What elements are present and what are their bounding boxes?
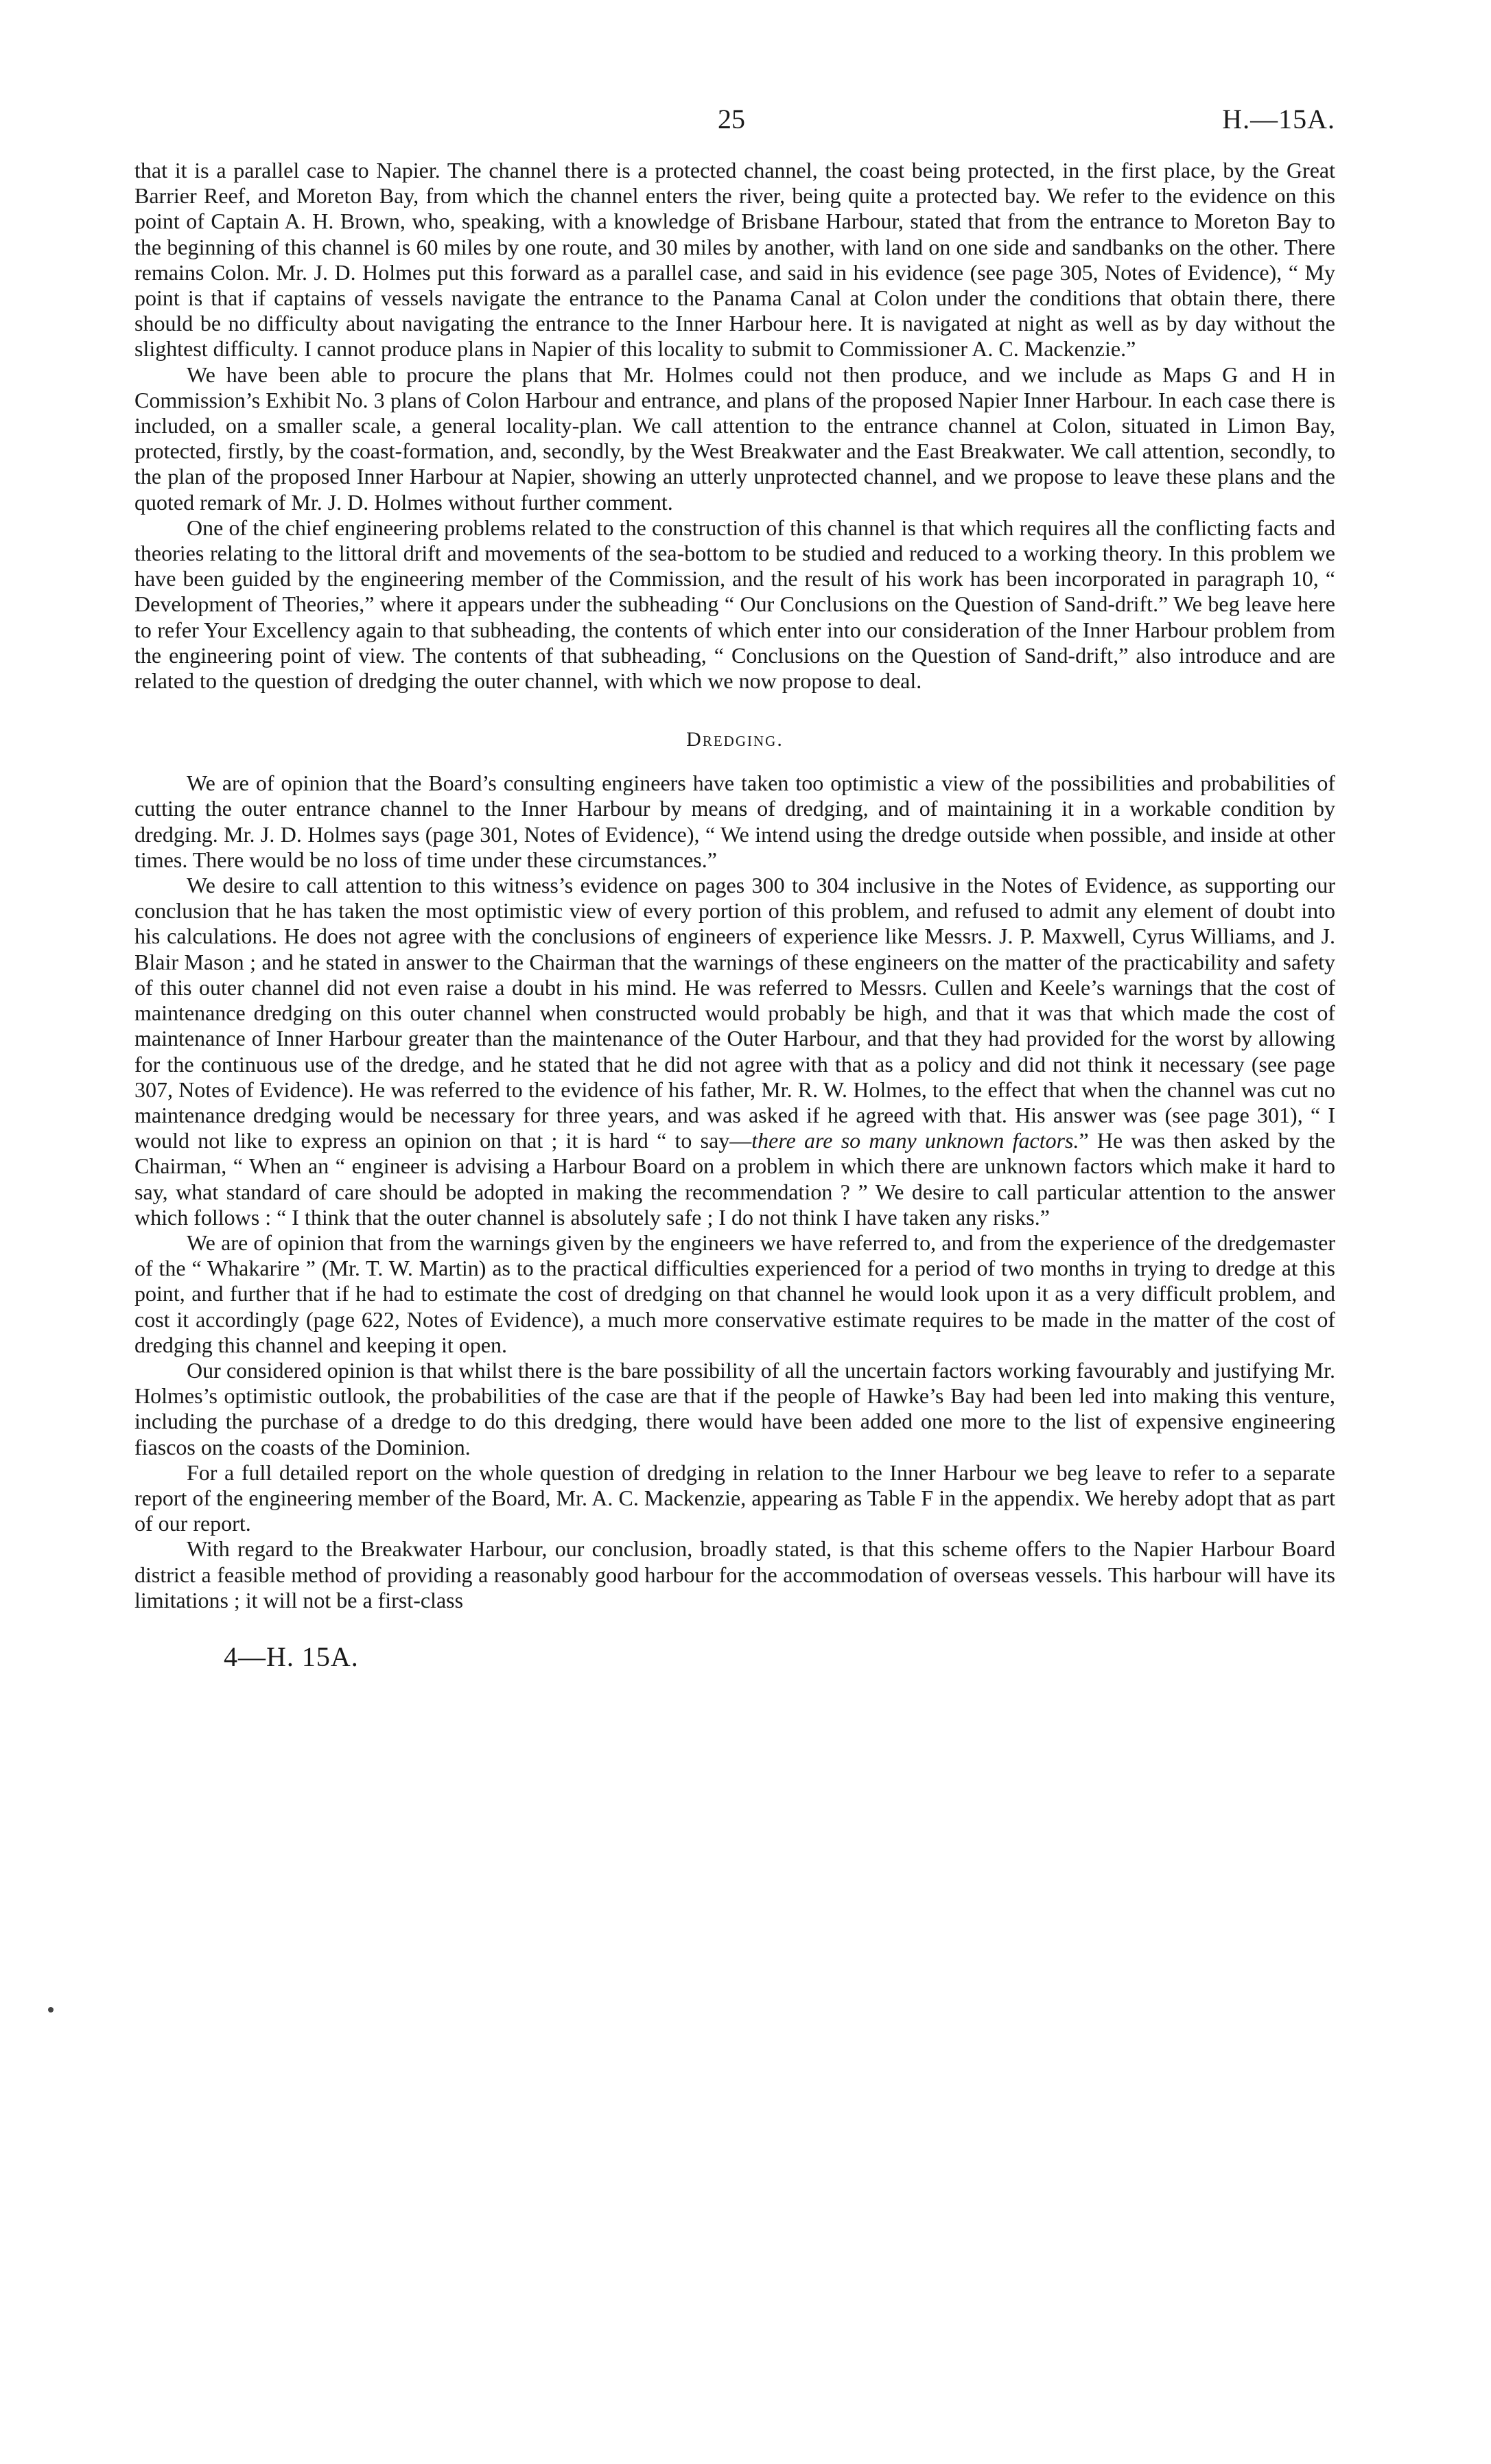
- paragraph-breakwater-harbour: With regard to the Breakwater Harbour, our conclusion, broadly stated, is that this scheme offers to the Napier Harbour Board district a feasible method of providing a reasonably good harbour for the accommodation of overseas vessels. This harbour will have its limitations ; it will not be a first-class: [134, 1536, 1335, 1612]
- paragraph-colon-plans: We have been able to procure the plans that Mr. Holmes could not then produce, and we include as Maps G and H in Commission’s Exhibit No. 3 plans of Colon Harbour and entrance, and plans of the proposed Napier Inner Harbour. In each case there is included, on a smaller scale, a general locality-plan. We call attention to the entrance channel at Colon, situated in Limon Bay, protected, firstly, by the coast-formation, and, secondly, by the West Breakwater and the East Breakwater. We call attention, secondly, to the plan of the proposed Inner Harbour at Napier, showing an utterly unprotected channel, and we propose to leave these plans and the quoted remark of Mr. J. D. Holmes without further comment.: [134, 362, 1335, 515]
- evidence-text-start: We desire to call attention to this witness’s evidence on pages 300 to 304 inclusive in the Notes of Evidence, as supporting our conclusion that he has taken the most optimistic view of every portion of this problem, and refused to admit any element of doubt into his calculations. He does not agree with the conclusions of engineers of experience like Messrs. J. P. Maxwell, Cyrus Williams, and J. Blair Mason ; and he stated in answer to the Chairman that the warnings of these engineers on the matter of the practicability and safety of this outer channel did not even raise a doubt in his mind. He was referred to Messrs. Cullen and Keele’s warnings that the cost of maintenance dredging on this outer channel when constructed would probably be high, and that it was that which made the cost of maintenance of Inner Harbour greater than the maintenance of the Outer Harbour, and that they had provided for the worst by allowing for the continuous use of the dredge, and he stated that he did not agree with that as a policy and did not think it necessary (see page 307, Notes of Evidence). He was referred to the evidence of his father, Mr. R. W. Holmes, to the effect that when the channel was cut no maintenance dredging would be necessary for three years, and was asked if he agreed with that. His answer was (see page 301), “ I would not like to express an opinion on that ; it is hard “ to say—: [134, 873, 1335, 1153]
- paragraph-dredging-opinion: We are of opinion that the Board’s consulting engineers have taken too optimistic a view of the possibilities and probabilities of cutting the outer entrance channel to the Inner Harbour by means of dredging, and of maintaining it in a workable condition by dredging. Mr. J. D. Holmes says (page 301, Notes of Evidence), “ We intend using the dredge outside when possible, and inside at other times. There would be no loss of time under these circumstances.”: [134, 771, 1335, 872]
- paragraph-witness-evidence: [134, 873, 1335, 1230]
- document-page: [134, 103, 1335, 1673]
- evidence-text-end: ” He was then asked by the Chairman, “ When an “ engineer is advising a Harbour Board on a problem in which there are unknown factors which make it hard to say, what standard of care should be adopted in making the recommendation ? ” We desire to call particular attention to the answer which follows : “ I think that the outer channel is absolutely safe ; I do not think I have taken any risks.”: [134, 1128, 1336, 1230]
- signature-mark: 4—H. 15A.: [224, 1641, 359, 1672]
- running-header: [134, 103, 1335, 158]
- paragraph-napier-channel: that it is a parallel case to Napier. The channel there is a protected channel, the coast being protected, in the first place, by the Great Barrier Reef, and Moreton Bay, from which the channel enters the river, being quite a protected bay. We refer to the evidence on this point of Captain A. H. Brown, who, speaking, with a knowledge of Brisbane Harbour, stated that from the entrance to Moreton Bay to the beginning of this channel is 60 miles by one route, and 30 miles by another, with land on one side and sandbanks on the other. There remains Colon. Mr. J. D. Holmes put this forward as a parallel case, and said in his evidence (see page 305, Notes of Evidence), “ My point is that if captains of vessels navigate the entrance to the Panama Canal at Colon under the conditions that obtain there, there should be no difficulty about navigating the entrance to the Inner Harbour here. It is navigated at night as well as by day without the slightest difficulty. I cannot produce plans in Napier of this locality to submit to Commissioner A. C. Mackenzie.”: [134, 158, 1335, 362]
- section-heading-dredging: Dredging.: [686, 728, 784, 751]
- document-reference: H.—15A.: [1222, 104, 1335, 134]
- evidence-emphasis: there are so many unknown factors.: [751, 1128, 1079, 1153]
- paragraph-considered-opinion: Our considered opinion is that whilst there is the bare possibility of all the uncertain factors working favourably and justifying Mr. Holmes’s optimistic outlook, the probabilities of the case are that if the people of Hawke’s Bay had been led into making this venture, including the purchase of a dredge to do this dredging, there would have been added one more to the list of expensive engineering fiascos on the coasts of the Dominion.: [134, 1357, 1335, 1459]
- paragraph-sand-drift: One of the chief engineering problems related to the construction of this channel is that which requires all the conflicting facts and theories relating to the littoral drift and movements of the sea-bottom to be studied and reduced to a working theory. In this problem we have been guided by the engineering member of the Commission, and the result of his work has been incorporated in paragraph 10, “ Development of Theories,” where it appears under the subheading “ Our Conclusions on the Question of Sand-drift.” We beg leave here to refer Your Excellency again to that subheading, the contents of which enter into our consideration of the Inner Harbour problem from the engineering point of view. The contents of that subheading, “ Conclusions on the Question of Sand-drift,” also introduce and are related to the question of dredging the outer channel, with which we now propose to deal.: [134, 515, 1335, 694]
- margin-dot-mark: [48, 2007, 54, 2013]
- paragraph-detailed-report: For a full detailed report on the whole question of dredging in relation to the Inner Harbour we beg leave to refer to a separate report of the engineering member of the Board, Mr. A. C. Mackenzie, appearing as Table F in the appendix. We hereby adopt that as part of our report.: [134, 1459, 1335, 1536]
- paragraph-dredgemaster-warnings: We are of opinion that from the warnings given by the engineers we have referred to, and from the experience of the dredgemaster of the “ Whakarire ” (Mr. T. W. Martin) as to the practical difficulties experienced for a period of two months in trying to dredge at this point, and further that if he had to estimate the cost of dredging on that channel he would look upon it as a very difficult problem, and cost it accordingly (page 622, Notes of Evidence), a much more conservative estimate requires to be made in the matter of the cost of dredging this channel and keeping it open.: [134, 1230, 1335, 1357]
- page-number: 25: [718, 104, 745, 134]
